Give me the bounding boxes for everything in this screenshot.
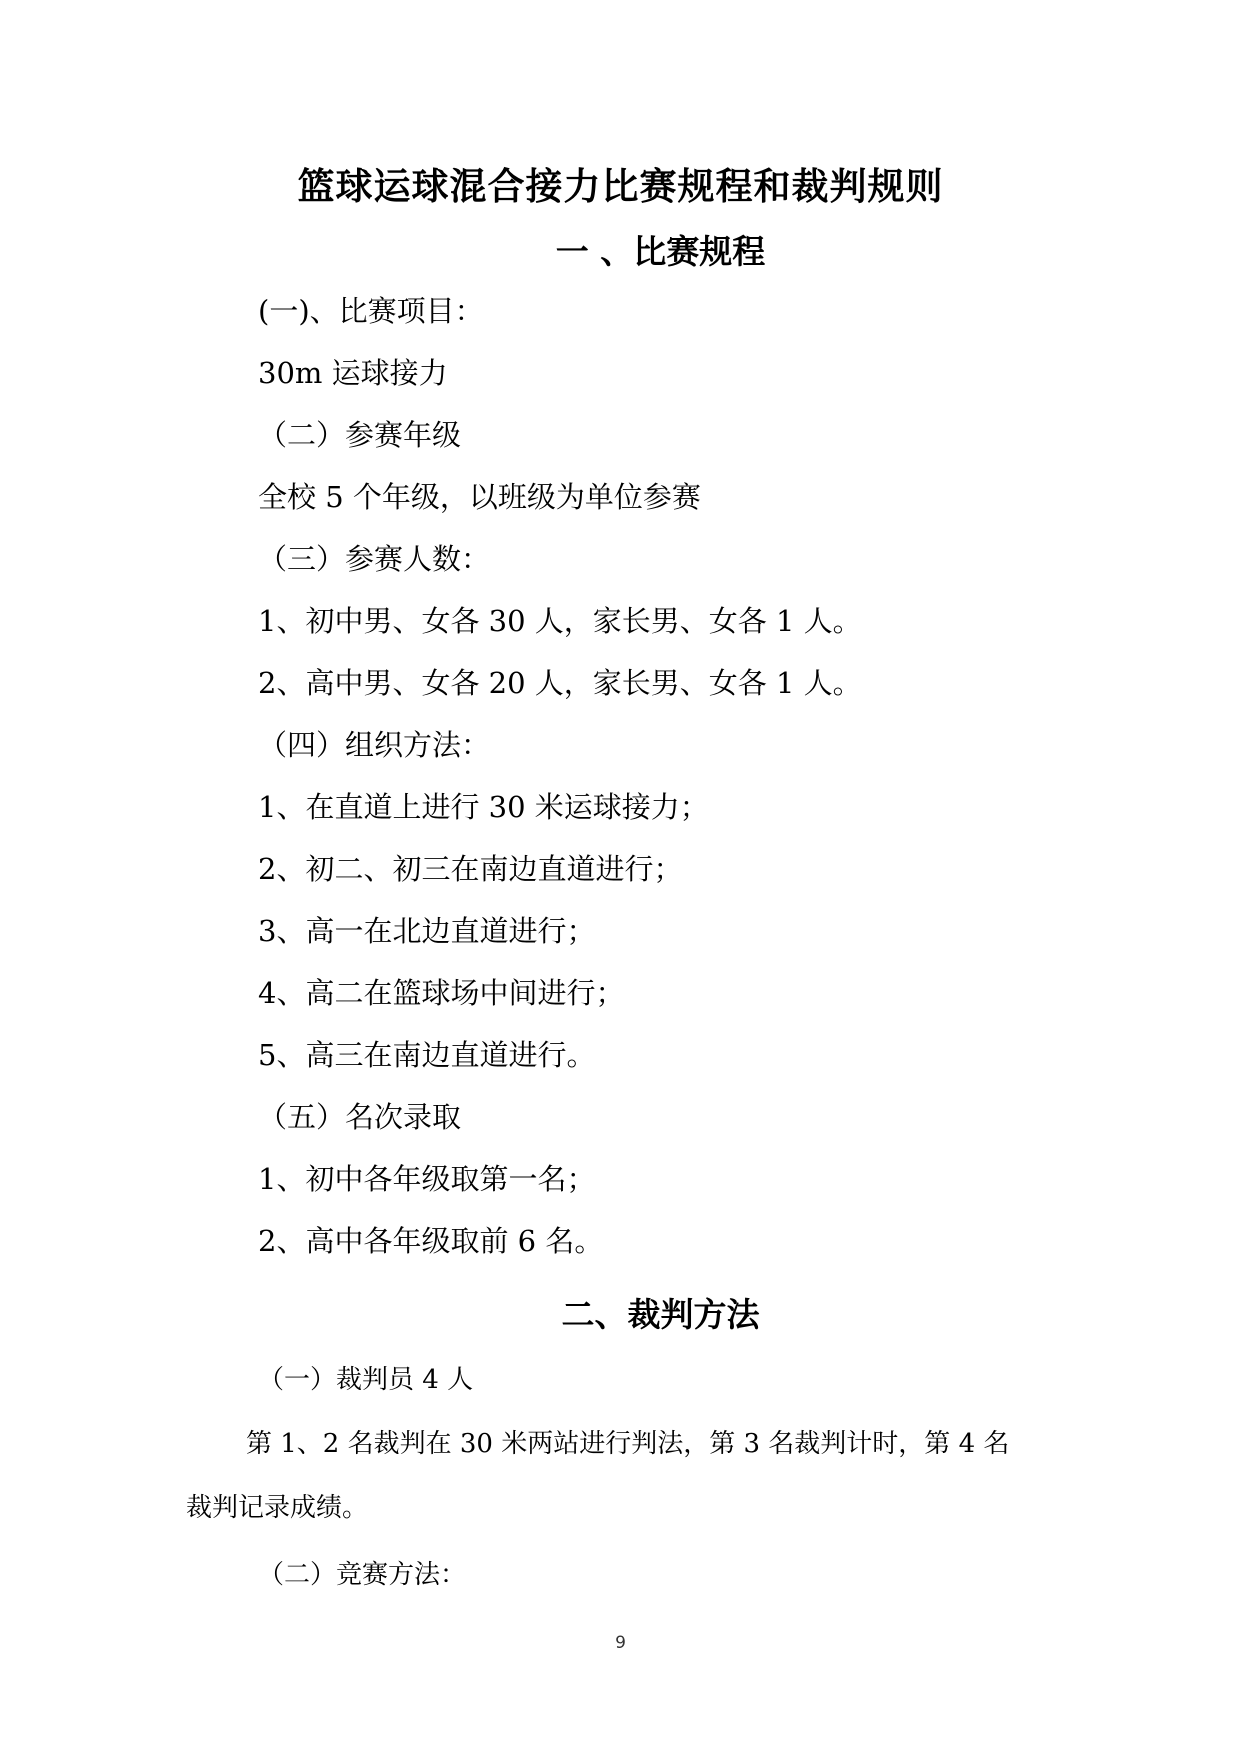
rules-line: 2、高中各年级取前 6 名。: [258, 1224, 604, 1258]
rules-line: 1、在直道上进行 30 米运球接力；: [258, 790, 709, 824]
section-heading-refereeing: 二、裁判方法: [561, 1295, 760, 1334]
rules-line: 30m 运球接力: [258, 356, 448, 390]
page-number: 9: [615, 1633, 626, 1653]
rules-line: 1、初中男、女各 30 人，家长男、女各 1 人。: [258, 604, 862, 638]
rules-line: （四）组织方法：: [258, 728, 491, 762]
rules-line: （五）名次录取: [258, 1100, 462, 1134]
refereeing-line: （一）裁判员 4 人: [258, 1365, 474, 1395]
refereeing-line: 第 1、2 名裁判在 30 米两站进行判法，第 3 名裁判计时，第 4 名: [246, 1429, 1010, 1459]
section-heading-rules: 一 、比赛规程: [555, 232, 766, 271]
rules-line: 2、高中男、女各 20 人，家长男、女各 1 人。: [258, 666, 862, 700]
refereeing-line: （二）竞赛方法：: [258, 1560, 467, 1590]
rules-line: 4、高二在篮球场中间进行；: [258, 976, 625, 1010]
document-title: 篮球运球混合接力比赛规程和裁判规则: [297, 165, 944, 208]
rules-line: 3、高一在北边直道进行；: [258, 914, 596, 948]
rules-line: 全校 5 个年级，以班级为单位参赛: [258, 480, 701, 514]
rules-line: 5、高三在南边直道进行。: [258, 1038, 596, 1072]
rules-line: （二）参赛年级: [258, 418, 462, 452]
rules-line: 1、初中各年级取第一名；: [258, 1162, 596, 1196]
rules-line: 2、初二、初三在南边直道进行；: [258, 852, 683, 886]
rules-line: （三）参赛人数：: [258, 542, 491, 576]
refereeing-line: 裁判记录成绩。: [186, 1493, 369, 1523]
rules-line: (一)、比赛项目：: [258, 294, 484, 328]
